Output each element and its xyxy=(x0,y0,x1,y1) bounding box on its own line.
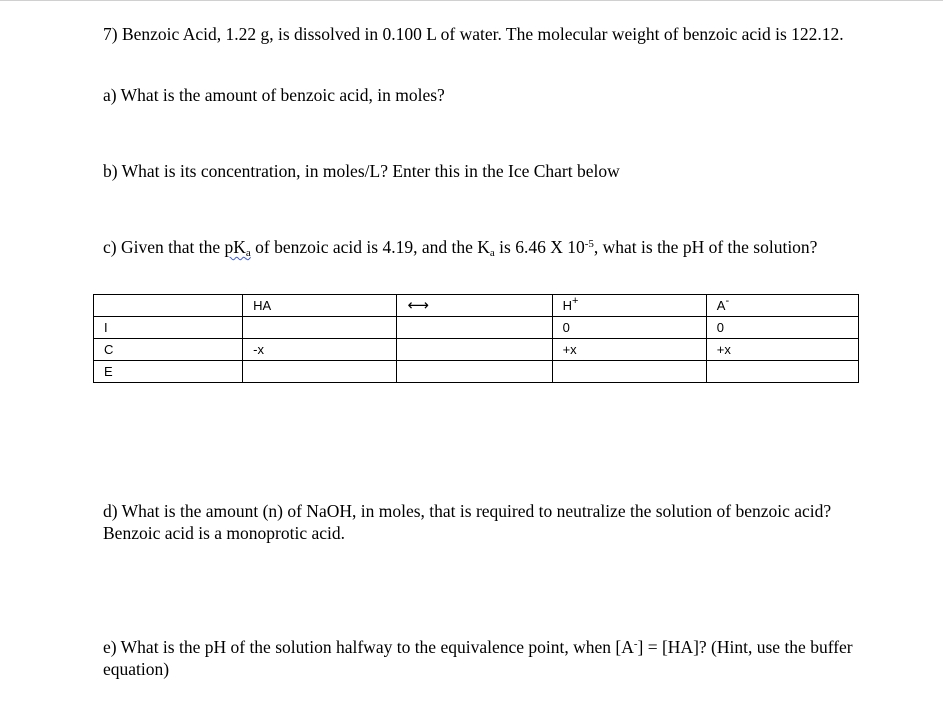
question-c-text-3: is 6.46 X 10 xyxy=(494,237,585,257)
ice-row-initial xyxy=(94,317,859,339)
question-b xyxy=(103,160,863,182)
ice-header-cell-a[interactable] xyxy=(706,295,858,317)
ice-cell[interactable]: +x xyxy=(552,339,706,361)
ka-exponent: -5 xyxy=(584,238,594,250)
ice-header-cell-blank[interactable] xyxy=(94,295,243,317)
question-a xyxy=(103,84,863,106)
ice-header-label-h: H xyxy=(562,297,572,313)
ice-cell[interactable]: I xyxy=(94,317,243,339)
question-d-text: d) What is the amount (n) of NaOH, in moles, that is required to neutralize the solution of benzoic acid? Benzoic acid is a monoprotic acid. xyxy=(103,501,832,543)
ice-cell[interactable]: C xyxy=(94,339,243,361)
ice-cell[interactable]: E xyxy=(94,361,243,383)
ice-cell[interactable] xyxy=(706,361,858,383)
ice-header-label-a: A xyxy=(716,297,726,313)
ka-subscript: a xyxy=(489,247,495,259)
question-e xyxy=(103,636,863,680)
ice-cell[interactable]: +x xyxy=(706,339,858,361)
question-7 xyxy=(103,23,863,45)
question-c xyxy=(103,236,863,258)
top-border xyxy=(0,0,943,1)
pka-symbol: pK xyxy=(224,237,246,257)
ice-cell[interactable]: -x xyxy=(243,339,397,361)
ice-cell[interactable] xyxy=(397,339,552,361)
question-c-text-2: of benzoic acid is 4.19, and the K xyxy=(250,237,490,257)
ice-cell[interactable] xyxy=(243,361,397,383)
question-b-text: b) What is its concentration, in moles/L? Enter this in the Ice Chart below xyxy=(103,161,620,181)
question-e-text-1: e) What is the pH of the solution halfway to the equivalence point, when [A xyxy=(103,637,634,657)
ice-cell[interactable]: 0 xyxy=(706,317,858,339)
question-c-text-1: c) Given that the xyxy=(103,237,225,257)
ice-header-cell-h[interactable] xyxy=(552,295,706,317)
pka-term xyxy=(224,237,250,257)
question-c-text-4: , what is the pH of the solution? xyxy=(593,237,818,257)
ice-header-sup-h: + xyxy=(571,294,579,307)
ice-cell[interactable]: 0 xyxy=(552,317,706,339)
ice-cell[interactable] xyxy=(397,317,552,339)
question-7-text: 7) Benzoic Acid, 1.22 g, is dissolved in 0.100 L of water. The molecular weight of benzoic acid is 122.12. xyxy=(103,24,844,44)
question-d xyxy=(103,500,863,544)
question-a-text: a) What is the amount of benzoic acid, in moles? xyxy=(103,85,445,105)
ice-chart-table xyxy=(93,294,859,383)
ice-header-row xyxy=(94,295,859,317)
ice-header-label-ha: HA xyxy=(253,297,272,313)
ice-header-cell-ha[interactable] xyxy=(243,295,397,317)
ice-cell[interactable] xyxy=(243,317,397,339)
question-e-superscript: - xyxy=(633,638,638,650)
ice-cell[interactable] xyxy=(397,361,552,383)
pka-subscript: a xyxy=(245,247,251,259)
ice-row-equilibrium xyxy=(94,361,859,383)
ice-cell[interactable] xyxy=(552,361,706,383)
ice-header-sup-a: - xyxy=(725,294,730,307)
question-e-text-2: ] = [HA]? (Hint, use the buffer equation) xyxy=(103,637,853,679)
equilibrium-arrow-icon: ⟷ xyxy=(407,296,429,314)
ice-row-change xyxy=(94,339,859,361)
ice-header-cell-arrow[interactable] xyxy=(397,295,552,317)
